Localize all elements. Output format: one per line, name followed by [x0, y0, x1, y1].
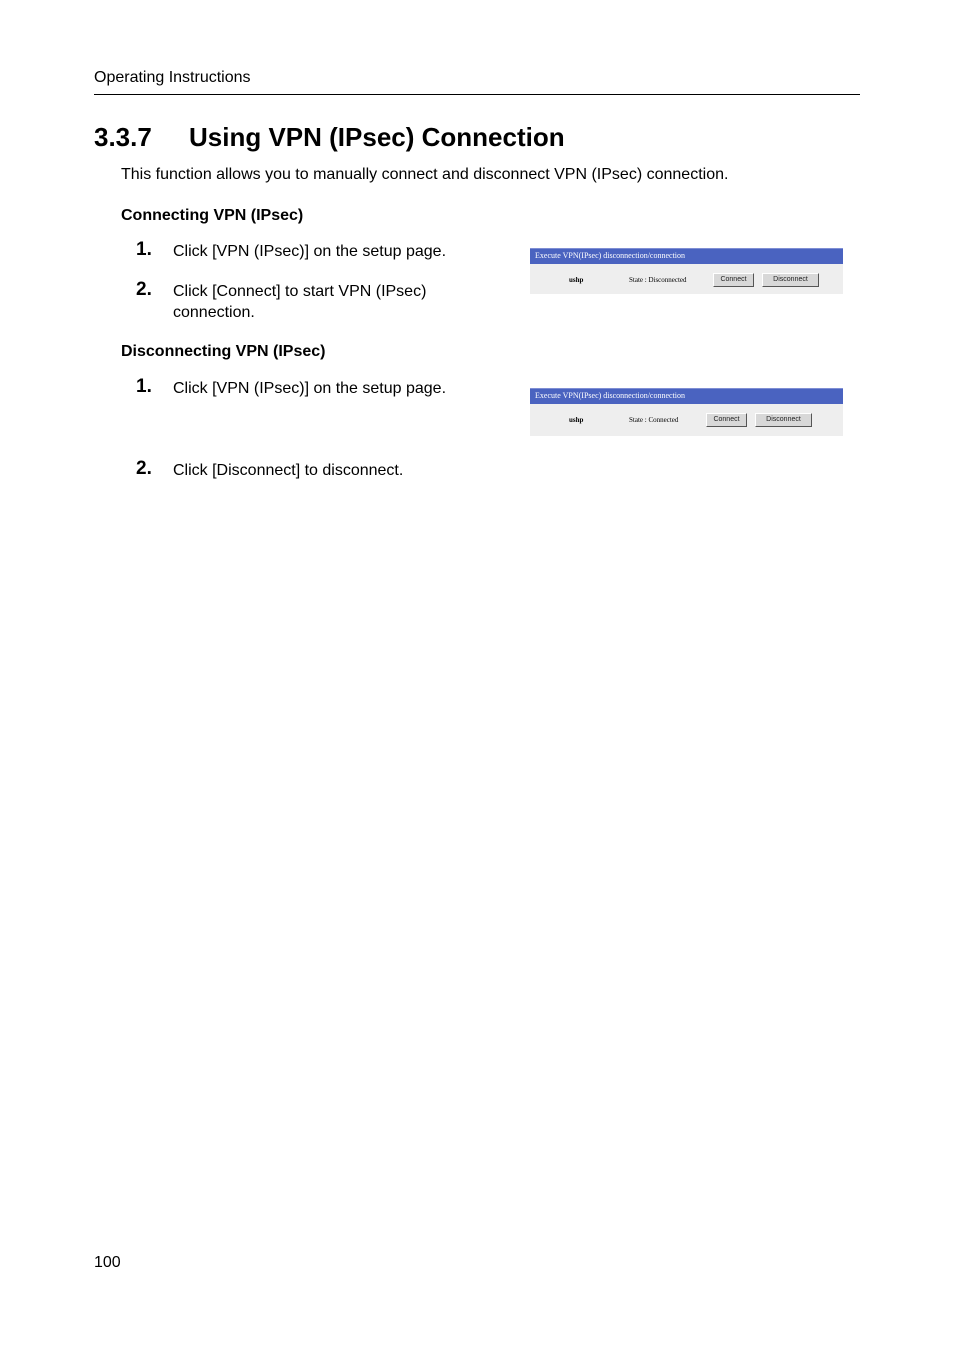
running-header: Operating Instructions — [94, 69, 251, 86]
connecting-step-1-number: 1. — [136, 239, 152, 260]
section-number: 3.3.7 — [94, 122, 152, 152]
disconnecting-step-1-text: Click [VPN (IPsec)] on the setup page. — [173, 380, 447, 397]
connection-name: ushp — [569, 276, 584, 284]
section-title: Using VPN (IPsec) Connection — [189, 122, 565, 152]
connect-button[interactable]: Connect — [713, 273, 754, 287]
disconnecting-heading: Disconnecting VPN (IPsec) — [121, 343, 326, 360]
disconnect-button[interactable]: Disconnect — [755, 413, 812, 427]
panel-title: Execute VPN(IPsec) disconnection/connection — [535, 391, 686, 400]
vpn-panel-disconnected — [530, 248, 843, 294]
disconnecting-step-1-number: 1. — [136, 376, 152, 397]
connecting-step-1-text: Click [VPN (IPsec)] on the setup page. — [173, 243, 447, 260]
header-rule — [94, 94, 860, 95]
connect-button[interactable]: Connect — [706, 413, 747, 427]
disconnecting-step-2-number: 2. — [136, 458, 152, 479]
connecting-step-2-number: 2. — [136, 279, 152, 300]
panel-title-bar — [530, 248, 843, 264]
panel-title: Execute VPN(IPsec) disconnection/connection — [535, 251, 686, 260]
connection-name: ushp — [569, 416, 584, 424]
disconnect-button[interactable]: Disconnect — [762, 273, 819, 287]
page-number: 100 — [94, 1254, 121, 1271]
vpn-panel-connected — [530, 388, 843, 436]
connecting-step-2-text: Click [Connect] to start VPN (IPsec) connection. — [173, 283, 427, 321]
connection-state: State : Connected — [629, 416, 679, 424]
connection-state: State : Disconnected — [629, 276, 687, 284]
disconnecting-step-2-text: Click [Disconnect] to disconnect. — [173, 462, 404, 479]
panel-title-bar — [530, 388, 843, 404]
connecting-heading: Connecting VPN (IPsec) — [121, 207, 304, 224]
section-intro: This function allows you to manually connect and disconnect VPN (IPsec) connection. — [121, 166, 729, 183]
